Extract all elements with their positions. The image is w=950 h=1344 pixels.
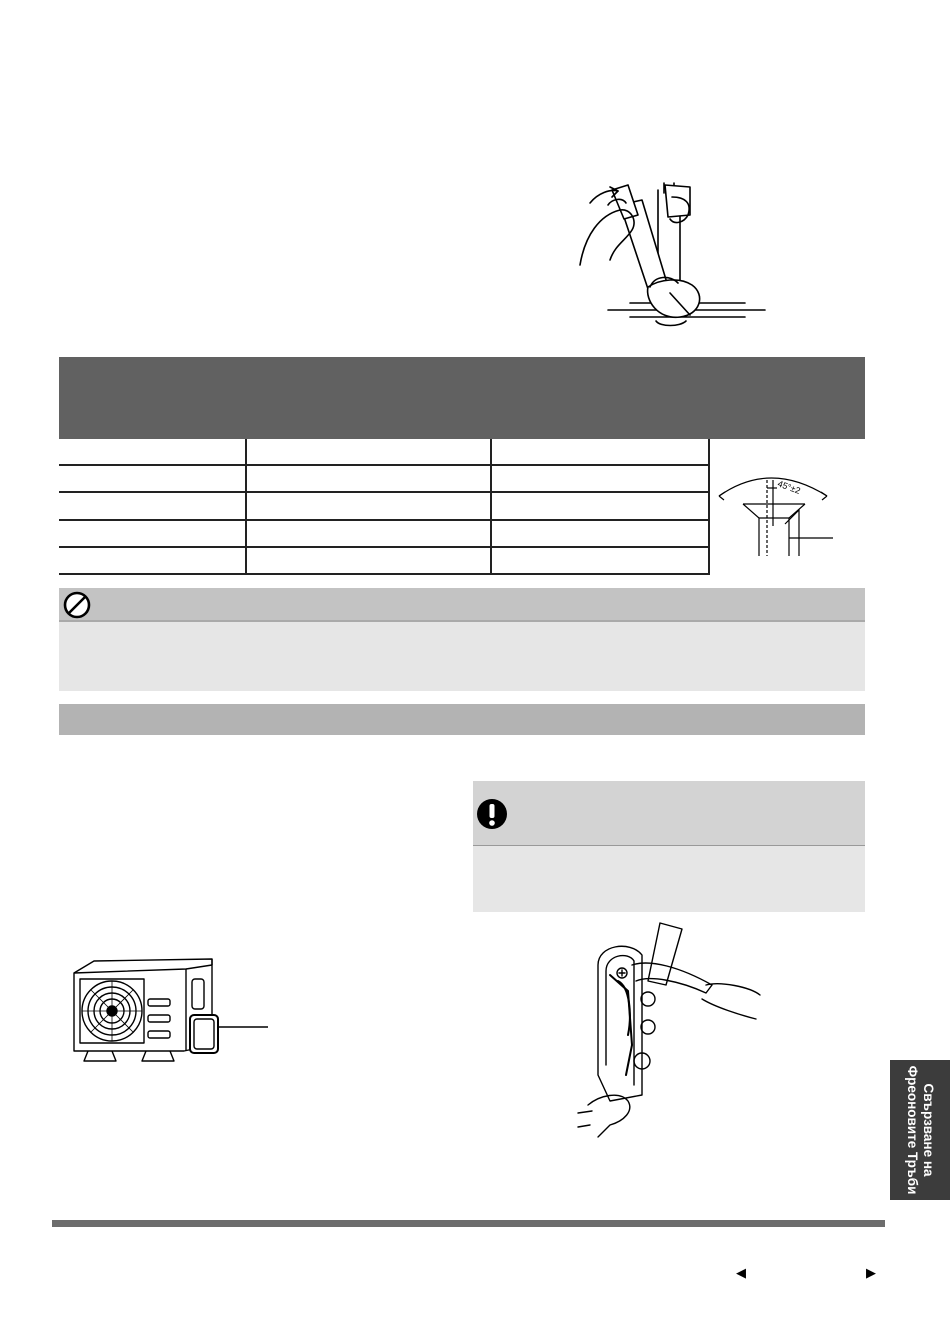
side-tab-label: Свързване на Фреоновите Тръби [905,1065,936,1195]
section-side-tab[interactable] [890,1060,950,1200]
previous-page-button[interactable]: ◀ [736,1265,746,1280]
prohibition-icon [62,590,92,620]
table-cell [59,439,246,465]
outdoor-unit-illustration [66,955,281,1070]
flare-angle-diagram [715,466,835,561]
table-row [59,439,865,465]
table-cell [246,492,491,519]
table-cell [491,547,709,574]
table-cell [491,465,709,492]
table-cell [491,520,709,547]
exclamation-icon [475,797,509,831]
table-cell [246,465,491,492]
table-cell [246,520,491,547]
spec-table-header [59,357,865,439]
table-cell [59,465,246,492]
table-cell [59,547,246,574]
prohibition-note-header [59,588,865,622]
footer-rule [52,1220,885,1227]
table-cell [59,492,246,519]
table-cell [59,520,246,547]
table-cell [246,547,491,574]
table-cell [491,492,709,519]
wrench-tightening-illustration [560,175,770,335]
table-cell [491,439,709,465]
flare-angle-label: 45°±2 [776,478,802,496]
prohibition-note-body [59,622,865,691]
caution-note-header [473,781,865,846]
service-valve-wrench-illustration [570,915,770,1140]
section-heading-bar [59,704,865,735]
caution-note-body [473,846,865,912]
table-cell [246,439,491,465]
next-page-button[interactable]: ▶ [866,1265,876,1280]
